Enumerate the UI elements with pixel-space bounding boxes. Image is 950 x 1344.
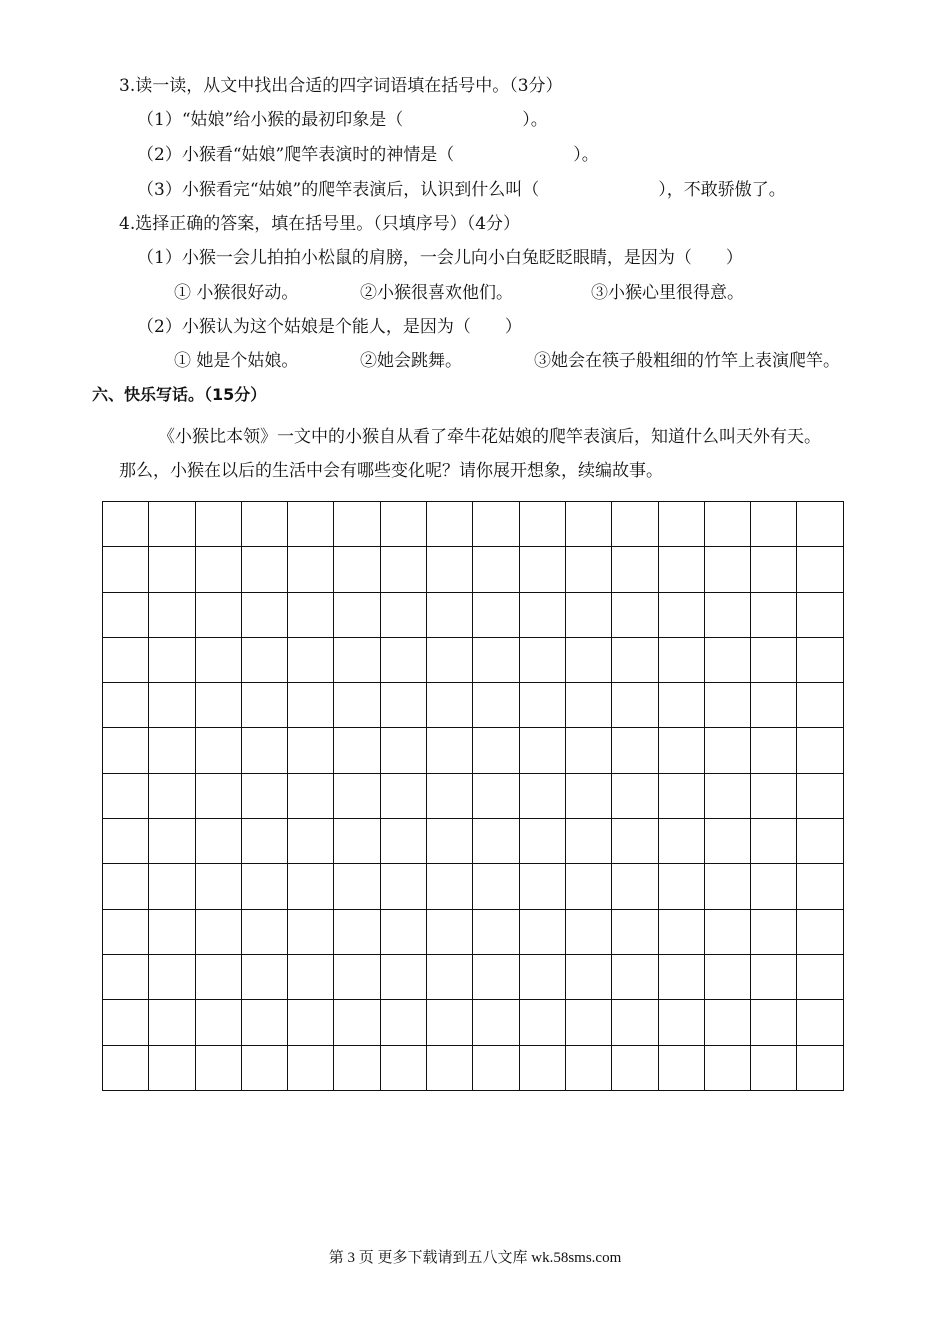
grid-cell[interactable] (288, 728, 334, 773)
grid-cell[interactable] (751, 728, 797, 773)
grid-cell[interactable] (381, 1000, 427, 1045)
grid-cell[interactable] (612, 774, 658, 819)
grid-cell[interactable] (705, 1000, 751, 1045)
grid-row (103, 547, 844, 592)
grid-cell[interactable] (103, 502, 149, 547)
grid-cell[interactable] (196, 547, 242, 592)
grid-cell[interactable] (334, 819, 380, 864)
grid-cell[interactable] (659, 502, 705, 547)
grid-cell[interactable] (381, 547, 427, 592)
grid-row (103, 774, 844, 819)
grid-cell[interactable] (705, 547, 751, 592)
q3-title: 3.读一读，从文中找出合适的四字词语填在括号中。（3分） (119, 76, 563, 96)
grid-cell[interactable] (242, 955, 288, 1000)
grid-cell[interactable] (242, 864, 288, 909)
grid-cell[interactable] (149, 728, 195, 773)
grid-cell[interactable] (473, 774, 519, 819)
grid-cell[interactable] (103, 819, 149, 864)
grid-cell[interactable] (381, 910, 427, 955)
grid-cell[interactable] (473, 638, 519, 683)
grid-cell[interactable] (196, 728, 242, 773)
grid-cell[interactable] (751, 638, 797, 683)
grid-row (103, 1000, 844, 1045)
grid-cell[interactable] (751, 547, 797, 592)
grid-cell[interactable] (612, 819, 658, 864)
grid-cell[interactable] (705, 819, 751, 864)
grid-cell[interactable] (473, 1046, 519, 1091)
grid-cell[interactable] (288, 774, 334, 819)
grid-cell[interactable] (797, 864, 843, 909)
grid-cell[interactable] (797, 955, 843, 1000)
grid-cell[interactable] (659, 683, 705, 728)
grid-cell[interactable] (149, 547, 195, 592)
grid-cell[interactable] (566, 955, 612, 1000)
grid-cell[interactable] (705, 910, 751, 955)
grid-cell[interactable] (381, 683, 427, 728)
grid-cell[interactable] (334, 593, 380, 638)
grid-cell[interactable] (751, 910, 797, 955)
q4-sub2-option-3: ③她会在筷子般粗细的竹竿上表演爬竿。 (534, 351, 840, 371)
page-footer: 第 3 页 更多下载请到五八文库 wk.58sms.com (328, 1250, 622, 1266)
grid-cell[interactable] (473, 593, 519, 638)
grid-cell[interactable] (196, 1046, 242, 1091)
grid-cell[interactable] (659, 547, 705, 592)
q3-item-1: （1）“姑娘”给小猴的最初印象是（ ）。 (137, 110, 548, 130)
grid-cell[interactable] (288, 683, 334, 728)
grid-cell[interactable] (288, 910, 334, 955)
grid-cell[interactable] (288, 864, 334, 909)
grid-cell[interactable] (149, 955, 195, 1000)
grid-cell[interactable] (473, 547, 519, 592)
grid-cell[interactable] (659, 819, 705, 864)
grid-cell[interactable] (797, 638, 843, 683)
writing-grid[interactable] (102, 501, 844, 1091)
grid-cell[interactable] (520, 593, 566, 638)
grid-cell[interactable] (334, 683, 380, 728)
q3-item-2: （2）小猴看“姑娘”爬竿表演时的神情是（ ）。 (137, 145, 599, 165)
grid-cell[interactable] (612, 502, 658, 547)
grid-cell[interactable] (427, 547, 473, 592)
grid-cell[interactable] (288, 955, 334, 1000)
grid-row (103, 728, 844, 773)
grid-cell[interactable] (242, 1046, 288, 1091)
grid-cell[interactable] (520, 955, 566, 1000)
grid-cell[interactable] (566, 547, 612, 592)
grid-row (103, 910, 844, 955)
grid-cell[interactable] (659, 593, 705, 638)
grid-cell[interactable] (334, 1000, 380, 1045)
grid-cell[interactable] (334, 502, 380, 547)
grid-cell[interactable] (612, 1000, 658, 1045)
grid-cell[interactable] (196, 502, 242, 547)
q4-sub2-question: （2）小猴认为这个姑娘是个能人，是因为（ ） (137, 317, 522, 337)
section6-paragraph-2: 那么，小猴在以后的生活中会有哪些变化呢？请你展开想象，续编故事。 (119, 461, 663, 481)
grid-cell[interactable] (196, 638, 242, 683)
grid-cell[interactable] (612, 864, 658, 909)
grid-cell[interactable] (242, 728, 288, 773)
grid-cell[interactable] (427, 819, 473, 864)
grid-cell[interactable] (612, 638, 658, 683)
grid-cell[interactable] (612, 1046, 658, 1091)
grid-cell[interactable] (334, 1046, 380, 1091)
grid-cell[interactable] (473, 728, 519, 773)
grid-cell[interactable] (473, 864, 519, 909)
grid-cell[interactable] (381, 638, 427, 683)
q4-sub1-option-2: ②小猴很喜欢他们。 (360, 283, 513, 303)
q4-sub1-question: （1）小猴一会儿拍拍小松鼠的肩膀，一会儿向小白兔眨眨眼睛，是因为（ ） (137, 248, 743, 268)
grid-cell[interactable] (473, 683, 519, 728)
grid-cell[interactable] (705, 502, 751, 547)
grid-cell[interactable] (196, 819, 242, 864)
grid-cell[interactable] (797, 683, 843, 728)
grid-cell[interactable] (242, 502, 288, 547)
grid-cell[interactable] (566, 864, 612, 909)
grid-cell[interactable] (149, 1000, 195, 1045)
grid-cell[interactable] (149, 1046, 195, 1091)
grid-cell[interactable] (566, 593, 612, 638)
grid-cell[interactable] (427, 593, 473, 638)
grid-cell[interactable] (705, 638, 751, 683)
section6-paragraph-1: 《小猴比本领》一文中的小猴自从看了牵牛花姑娘的爬竿表演后，知道什么叫天外有天。 (158, 427, 821, 447)
grid-row (103, 864, 844, 909)
grid-cell[interactable] (334, 864, 380, 909)
grid-cell[interactable] (520, 547, 566, 592)
grid-cell[interactable] (566, 910, 612, 955)
grid-cell[interactable] (751, 774, 797, 819)
grid-cell[interactable] (566, 728, 612, 773)
grid-row (103, 683, 844, 728)
grid-cell[interactable] (103, 910, 149, 955)
grid-cell[interactable] (566, 1046, 612, 1091)
grid-cell[interactable] (103, 1046, 149, 1091)
grid-cell[interactable] (196, 593, 242, 638)
grid-cell[interactable] (288, 547, 334, 592)
grid-cell[interactable] (381, 864, 427, 909)
grid-cell[interactable] (427, 1046, 473, 1091)
grid-cell[interactable] (520, 502, 566, 547)
grid-cell[interactable] (612, 728, 658, 773)
grid-cell[interactable] (797, 728, 843, 773)
grid-cell[interactable] (427, 638, 473, 683)
section6-heading: 六、快乐写话。（15分） (92, 385, 267, 404)
grid-cell[interactable] (473, 1000, 519, 1045)
grid-cell[interactable] (612, 910, 658, 955)
grid-cell[interactable] (381, 502, 427, 547)
grid-cell[interactable] (149, 502, 195, 547)
grid-cell[interactable] (427, 728, 473, 773)
grid-cell[interactable] (427, 502, 473, 547)
grid-cell[interactable] (103, 955, 149, 1000)
grid-cell[interactable] (566, 502, 612, 547)
grid-cell[interactable] (242, 819, 288, 864)
grid-cell[interactable] (473, 955, 519, 1000)
grid-cell[interactable] (427, 1000, 473, 1045)
grid-cell[interactable] (520, 1000, 566, 1045)
grid-row (103, 819, 844, 864)
grid-cell[interactable] (196, 1000, 242, 1045)
grid-cell[interactable] (381, 819, 427, 864)
grid-cell[interactable] (288, 1046, 334, 1091)
grid-cell[interactable] (659, 955, 705, 1000)
grid-cell[interactable] (288, 593, 334, 638)
grid-cell[interactable] (566, 683, 612, 728)
grid-cell[interactable] (751, 502, 797, 547)
grid-cell[interactable] (103, 864, 149, 909)
grid-cell[interactable] (797, 819, 843, 864)
grid-cell[interactable] (659, 774, 705, 819)
grid-cell[interactable] (705, 728, 751, 773)
grid-cell[interactable] (751, 1000, 797, 1045)
grid-cell[interactable] (751, 955, 797, 1000)
grid-cell[interactable] (149, 683, 195, 728)
grid-cell[interactable] (334, 547, 380, 592)
grid-cell[interactable] (334, 955, 380, 1000)
grid-row (103, 1046, 844, 1091)
grid-cell[interactable] (288, 1000, 334, 1045)
grid-cell[interactable] (427, 955, 473, 1000)
grid-row (103, 502, 844, 547)
grid-row (103, 955, 844, 1000)
grid-cell[interactable] (242, 638, 288, 683)
grid-cell[interactable] (659, 910, 705, 955)
grid-cell[interactable] (381, 593, 427, 638)
grid-cell[interactable] (566, 819, 612, 864)
grid-cell[interactable] (612, 593, 658, 638)
grid-cell[interactable] (196, 910, 242, 955)
grid-cell[interactable] (149, 864, 195, 909)
grid-cell[interactable] (149, 593, 195, 638)
q4-title: 4.选择正确的答案，填在括号里。（只填序号）（4分） (119, 214, 521, 234)
grid-cell[interactable] (288, 502, 334, 547)
grid-cell[interactable] (566, 638, 612, 683)
q3-item-3: （3）小猴看完“姑娘”的爬竿表演后，认识到什么叫（ ），不敢骄傲了。 (137, 180, 786, 200)
grid-cell[interactable] (797, 774, 843, 819)
grid-row (103, 638, 844, 683)
grid-cell[interactable] (103, 1000, 149, 1045)
grid-cell[interactable] (196, 683, 242, 728)
grid-cell[interactable] (520, 728, 566, 773)
grid-cell[interactable] (797, 502, 843, 547)
grid-cell[interactable] (520, 864, 566, 909)
grid-cell[interactable] (797, 910, 843, 955)
grid-cell[interactable] (612, 683, 658, 728)
grid-cell[interactable] (103, 547, 149, 592)
grid-cell[interactable] (288, 638, 334, 683)
grid-cell[interactable] (751, 593, 797, 638)
grid-cell[interactable] (196, 864, 242, 909)
grid-cell[interactable] (427, 910, 473, 955)
grid-cell[interactable] (242, 774, 288, 819)
grid-cell[interactable] (473, 502, 519, 547)
grid-cell[interactable] (751, 1046, 797, 1091)
q4-sub1-option-1: ① 小猴很好动。 (174, 283, 299, 303)
grid-cell[interactable] (705, 774, 751, 819)
grid-cell[interactable] (520, 638, 566, 683)
grid-cell[interactable] (288, 819, 334, 864)
grid-cell[interactable] (566, 774, 612, 819)
grid-cell[interactable] (520, 1046, 566, 1091)
grid-cell[interactable] (705, 683, 751, 728)
grid-cell[interactable] (797, 593, 843, 638)
grid-cell[interactable] (103, 683, 149, 728)
grid-cell[interactable] (381, 1046, 427, 1091)
grid-cell[interactable] (705, 955, 751, 1000)
grid-cell[interactable] (242, 1000, 288, 1045)
grid-cell[interactable] (334, 910, 380, 955)
grid-cell[interactable] (103, 728, 149, 773)
grid-cell[interactable] (751, 819, 797, 864)
q4-sub2-option-1: ① 她是个姑娘。 (174, 351, 299, 371)
grid-cell[interactable] (659, 864, 705, 909)
grid-cell[interactable] (196, 955, 242, 1000)
grid-cell[interactable] (705, 864, 751, 909)
grid-cell[interactable] (242, 547, 288, 592)
grid-cell[interactable] (520, 683, 566, 728)
grid-cell[interactable] (149, 638, 195, 683)
grid-cell[interactable] (334, 774, 380, 819)
grid-cell[interactable] (659, 638, 705, 683)
grid-cell[interactable] (566, 1000, 612, 1045)
grid-row (103, 593, 844, 638)
grid-cell[interactable] (659, 728, 705, 773)
grid-cell[interactable] (520, 910, 566, 955)
grid-cell[interactable] (149, 819, 195, 864)
grid-cell[interactable] (705, 1046, 751, 1091)
grid-cell[interactable] (427, 864, 473, 909)
grid-cell[interactable] (242, 910, 288, 955)
grid-cell[interactable] (473, 910, 519, 955)
grid-cell[interactable] (149, 910, 195, 955)
grid-cell[interactable] (751, 683, 797, 728)
grid-cell[interactable] (427, 683, 473, 728)
grid-cell[interactable] (242, 593, 288, 638)
grid-cell[interactable] (103, 774, 149, 819)
grid-cell[interactable] (705, 593, 751, 638)
grid-cell[interactable] (751, 864, 797, 909)
grid-cell[interactable] (381, 774, 427, 819)
grid-cell[interactable] (797, 1046, 843, 1091)
grid-cell[interactable] (520, 774, 566, 819)
grid-cell[interactable] (103, 638, 149, 683)
grid-cell[interactable] (797, 1000, 843, 1045)
grid-cell[interactable] (427, 774, 473, 819)
grid-cell[interactable] (196, 774, 242, 819)
grid-cell[interactable] (334, 728, 380, 773)
grid-cell[interactable] (612, 955, 658, 1000)
grid-cell[interactable] (473, 819, 519, 864)
q4-sub2-option-2: ②她会跳舞。 (360, 351, 462, 371)
grid-cell[interactable] (520, 819, 566, 864)
grid-cell[interactable] (242, 683, 288, 728)
grid-cell[interactable] (103, 593, 149, 638)
q4-sub1-option-3: ③小猴心里很得意。 (591, 283, 744, 303)
grid-cell[interactable] (334, 638, 380, 683)
grid-cell[interactable] (797, 547, 843, 592)
grid-cell[interactable] (659, 1000, 705, 1045)
grid-cell[interactable] (149, 774, 195, 819)
grid-cell[interactable] (659, 1046, 705, 1091)
grid-cell[interactable] (381, 955, 427, 1000)
grid-cell[interactable] (612, 547, 658, 592)
grid-cell[interactable] (381, 728, 427, 773)
